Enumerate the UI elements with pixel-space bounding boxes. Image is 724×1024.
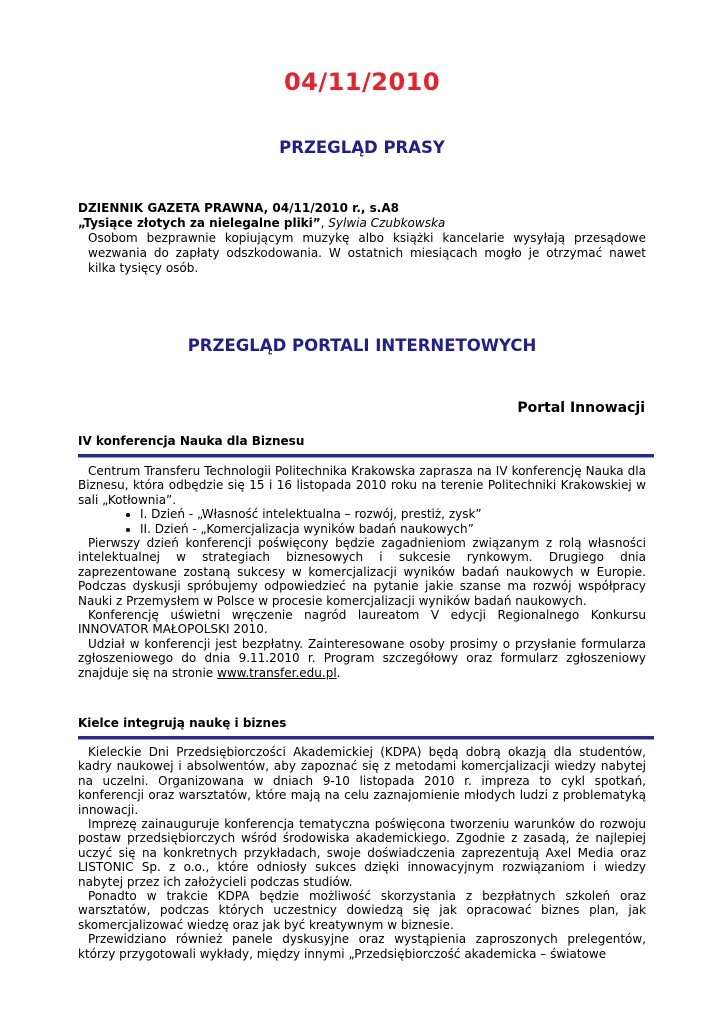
article-title: Kielce integrują naukę i biznes <box>78 716 287 730</box>
transfer-website-link[interactable]: www.transfer.edu.pl <box>217 665 337 680</box>
article-paragraph: Przewidziano również panele dyskusyjne oraz wystąpienia zaproszonych prelegentów, którzy przygotowali wykłady, między innymi „Przedsiębiorczość akademicka – światowe <box>78 932 646 961</box>
conference-days-list <box>78 507 646 536</box>
portals-review-heading: PRZEGLĄD PORTALI INTERNETOWYCH <box>187 336 537 355</box>
article-paragraph: Imprezę zainauguruje konferencja tematyczna poświęcona tworzeniu warunków do rozwoju postaw przedsiębiorczych wśród środowiska akademickiego. Zgodnie z zasadą, że najlepiej uczyć się na konkretnych przykładach, swoje doświadczenia zaprezentują Axel Media oraz LISTONIC Sp. z o.o., które odniosły sukces dzięki innowacyjnym rozwiązaniom i wiedzy nabytej przez ich założycieli podczas studiów. <box>78 817 646 889</box>
article-body <box>78 464 646 680</box>
list-item: • II. Dzień - „Komercjalizacja wyników badań naukowych” <box>140 522 646 536</box>
article-body <box>78 745 646 961</box>
article-title: IV konferencja Nauka dla Biznesu <box>78 434 305 448</box>
press-review-heading: PRZEGLĄD PRASY <box>279 138 445 157</box>
paragraph-end: . <box>336 665 341 680</box>
paragraph-text: Udział w konferencji jest bezpłatny. Zainteresowane osoby prosimy o przysłanie formularza zgłoszeniowego do dnia 9.11.2010 r. Program szczegółowy oraz formularz zgłoszeniowy znajduje się na stronie <box>78 636 646 680</box>
article-paragraph: Konferencję uświetni wręczenie nagród laureatom V edycji Regionalnego Konkursu INNOVATOR MAŁOPOLSKI 2010. <box>78 608 646 637</box>
press-summary: Osobom bezprawnie kopiującym muzykę albo książki kancelarie wysyłają przesądowe wezwania do zapłaty odszkodowania. W ostatnich miesiącach mogło je otrzymać nawet kilka tysięcy osób. <box>88 231 646 275</box>
press-title-separator: , <box>320 216 329 230</box>
article-paragraph: Centrum Transferu Technologii Politechnika Krakowska zaprasza na IV konferencję Nauka dla Biznesu, która odbędzie się 15 i 16 listopada 2010 roku na terenie Politechniki Krakowskiej w sali „Kotłownia”. <box>78 464 646 507</box>
section-divider <box>78 454 654 458</box>
press-item <box>78 201 646 276</box>
article-paragraph: Kieleckie Dni Przedsiębiorczości Akademickiej (KDPA) będą dobrą okazją dla studentów, kadry naukowej i absolwentów, aby zapoznać się z metodami komercjalizacji wiedzy nabytej na uczelni. Organizowana w dniach 9-10 listopada 2010 r. impreza to cykl spotkań, konferencji oraz warsztatów, które mają na celu zaznajomienie młodych ludzi z problematyką innowacji. <box>78 745 646 817</box>
portal-name: Portal Innowacji <box>517 400 645 416</box>
press-article-title: „Tysiące złotych za nielegalne pliki” <box>78 216 321 230</box>
section-divider <box>78 736 654 740</box>
document-date: 04/11/2010 <box>283 68 441 96</box>
article-paragraph: Pierwszy dzień konferencji poświęcony będzie zagadnieniom związanym z rolą własności intelektualnej w strategiach biznesowych i sukcesie rynkowym. Drugiego dnia zaprezentowane zostaną sukcesy w komercjalizacji wyników badań naukowych w Europie. Podczas dyskusji spróbujemy odpowiedzieć na pytanie jakie szanse ma rozwój współpracy Nauki z Przemysłem w Polsce w procesie komercjalizacji wyników badań naukowych. <box>78 536 646 608</box>
press-source: DZIENNIK GAZETA PRAWNA, 04/11/2010 r., s.A8 <box>78 201 399 215</box>
article-paragraph <box>78 637 646 680</box>
article-paragraph: Ponadto w trakcie KDPA będzie możliwość skorzystania z bezpłatnych szkoleń oraz warsztatów, podczas których uczestnicy dowiedzą się jak opracować biznes plan, jak skomercjalizować wiedzę oraz jak być kreatywnym w biznesie. <box>78 889 646 932</box>
press-author: Sylwia Czubkowska <box>328 216 446 230</box>
list-item: • I. Dzień - „Własność intelektualna – rozwój, prestiż, zysk” <box>140 507 646 521</box>
